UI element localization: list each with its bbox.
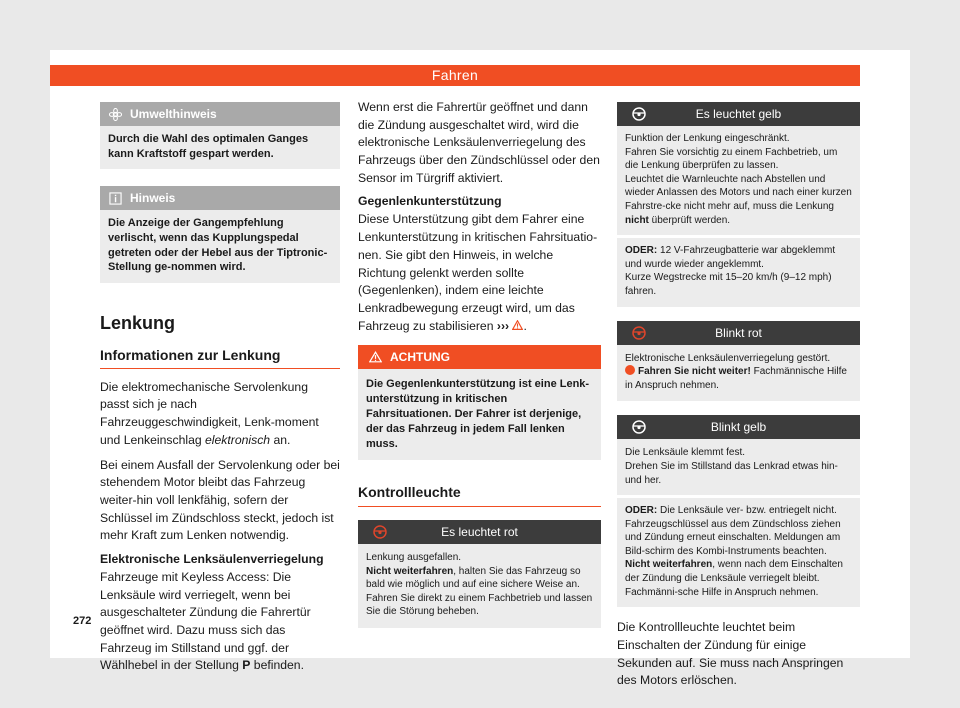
p3-bold: P bbox=[242, 658, 251, 673]
oder-1-label: ODER: bbox=[625, 245, 658, 257]
warning-icon bbox=[512, 319, 523, 333]
blinkrot-line-1: Elektronische Lenksäulenverriegelung gestört. bbox=[625, 352, 831, 364]
hinweis-header bbox=[100, 186, 340, 210]
p3-end: befinden. bbox=[250, 658, 304, 673]
rot-line-3: Fahren Sie direkt zu einem Fachbetrieb und lassen Sie die Störung beheben. bbox=[366, 592, 593, 618]
kontroll-heading: Kontrollleuchte bbox=[358, 484, 601, 507]
blinkgelb-header bbox=[617, 415, 860, 439]
steering-lamp-icon bbox=[631, 106, 647, 125]
blinkgelb-text bbox=[617, 439, 860, 495]
blinkgelb-line-2: Drehen Sie im Stillstand das Lenkrad etwas hin- und her. bbox=[625, 460, 838, 486]
rot-line-2-bold: Nicht weiterfahren bbox=[366, 565, 454, 577]
blinkgelb-oder-text bbox=[617, 498, 860, 607]
mid-paragraph-2: Diese Unterstützung gibt dem Fahrer eine Lenkunterstützung in kritischen Fahrsituatio-nen. Sie gibt den Hinweis, in welche Richtung gelenkt werden sollte (Gegenlenken), indem eine leichte Lenkradbewegung erzeugt wird, um das Fahrzeug zu stabilisieren ››› . bbox=[358, 212, 598, 333]
blinkgelb-title: Blinkt gelb bbox=[710, 420, 767, 435]
lenkung-heading: Lenkung bbox=[100, 312, 175, 333]
umwelt-title: Umwelthinweis bbox=[130, 107, 217, 121]
blinkrot-line-2-bold: Fahren Sie nicht weiter! bbox=[638, 366, 751, 378]
verriegelung-heading: Elektronische Lenksäulenverriegelung bbox=[100, 551, 324, 566]
rot-line-2 bbox=[366, 565, 593, 592]
p1-end: an. bbox=[270, 432, 291, 447]
p2-text: Diese Unterstützung gibt dem Fahrer eine Lenkunterstützung in kritischen Fahrsituatio-nen. Sie gibt den Hinweis, in welche Richtung gelenkt werden sollte (Gegenlenken), indem eine leichte Lenkradbewegung erzeugt wird, um das Fahrzeug zu stabilisieren bbox=[358, 212, 598, 333]
oder-2-line-3-text: , wenn nach dem Einschalten der Zündung die Lenksäule verriegelt bleibt. Fachmänni-sche Hilfe in Anspruch nehmen. bbox=[625, 559, 843, 598]
gelb-line-3 bbox=[625, 173, 852, 227]
lenkung-paragraph-3 bbox=[100, 569, 340, 675]
blinkrot-line-2 bbox=[625, 365, 852, 392]
hinweis-title: Hinweis bbox=[130, 191, 176, 206]
lenkung-paragraph-2: Bei einem Ausfall der Servolenkung oder bei stehendem Motor bleibt das Fahrzeug weiter-hin voll lenkfähig, sofern der Schlüssel im Zündschloss steckt, jedoch ist mehr Kraft zum Lenken notwendig. bbox=[100, 457, 340, 543]
gelb-line-1: Funktion der Lenkung eingeschränkt. bbox=[625, 133, 790, 144]
p1-emphasis: elektronisch bbox=[205, 432, 271, 447]
oder-2-line-3 bbox=[625, 558, 852, 599]
gegenlenk-heading: Gegenlenkunterstützung bbox=[358, 194, 502, 209]
gelb-line-3-text: Leuchtet die Warnleuchte nach Abstellen und wieder Anlassen des Motors und nach einer kurzen Fahrstre-cke nicht mehr auf, muss die Lenkung bbox=[625, 173, 852, 212]
achtung-box bbox=[358, 345, 601, 460]
oder-1-line-2: Kurze Wegstrecke mit 15–20 km/h (9–12 mph) fahren. bbox=[625, 272, 832, 297]
rot-header bbox=[358, 520, 601, 544]
blinkrot-box bbox=[617, 321, 860, 402]
gelb-header bbox=[617, 102, 860, 126]
cross-reference: ››› bbox=[496, 318, 510, 333]
rot-box bbox=[358, 520, 601, 628]
oder-2-text: Die Lenksäule ver- bzw. entriegelt nicht. bbox=[657, 505, 837, 517]
leaf-icon bbox=[108, 107, 122, 121]
rot-line-1: Lenkung ausgefallen. bbox=[366, 552, 462, 564]
rot-text bbox=[358, 544, 601, 628]
blinkrot-title: Blinkt rot bbox=[715, 325, 762, 340]
gelb-line-3-end: überprüft werden. bbox=[648, 214, 731, 226]
oder-1-line-1 bbox=[625, 244, 852, 271]
gelb-line-3-bold: nicht bbox=[625, 214, 649, 226]
steering-lamp-icon bbox=[631, 325, 647, 344]
mid-paragraph-1: Wenn erst die Fahrertür geöffnet und dann die Zündung ausgeschaltet wird, wird die elektronische Lenksäulenverriegelung des Fahrzeugs über den Zündschlüssel oder den Sensor im Türgriff aktiviert. bbox=[358, 100, 600, 185]
oder-1-text: 12 V-Fahrzeugbatterie war abgeklemmt und wurde wieder angeklemmt. bbox=[625, 245, 836, 270]
achtung-text: Die Gegenlenkunterstützung ist eine Lenk-unterstützung in kritischen Fahrsituationen. Der Fahrer ist derjenige, der das Fahrzeug in jedem Fall lenken muss. bbox=[366, 378, 590, 451]
rot-title: Es leuchtet rot bbox=[441, 525, 518, 540]
lenkung-paragraph-1 bbox=[100, 379, 340, 450]
oder-2-line-2: Fahrzeugschlüssel aus dem Zündschloss ziehen und Zündung erneut einschalten. Meldungen am Bild-schirm des Kombi-Instruments beachten. bbox=[625, 518, 841, 557]
hinweis-text: Die Anzeige der Gangempfehlung verlischt, wenn das Kupplungspedal getreten oder der Hebel aus der Tiptronic-Stellung ge-nommen wird. bbox=[108, 217, 328, 274]
umwelt-box bbox=[100, 102, 340, 169]
info-icon bbox=[108, 191, 122, 205]
gelb-box bbox=[617, 102, 860, 307]
umwelt-text: Durch die Wahl des optimalen Ganges kann Kraftstoff gespart werden. bbox=[108, 133, 309, 160]
blinkgelb-line-1: Die Lenksäule klemmt fest. bbox=[625, 447, 746, 459]
rot-line-2-text: , halten Sie das Fahrzeug so bald wie möglich und auf eine sichere Weise an. bbox=[366, 565, 581, 591]
gelb-text bbox=[617, 126, 860, 235]
left-column bbox=[100, 102, 340, 682]
gelb-title: Es leuchtet gelb bbox=[695, 107, 782, 121]
middle-column bbox=[358, 99, 601, 628]
p1-text: Die elektromechanische Servolenkung passt sich je nach Fahrzeuggeschwindigkeit, Lenk-moment und Lenkeinschlag bbox=[100, 379, 319, 447]
gelb-oder-text bbox=[617, 238, 860, 306]
achtung-header bbox=[358, 345, 601, 369]
blinkrot-text bbox=[617, 345, 860, 402]
gelb-line-2: Fahren Sie vorsichtig zu einem Fachbetrieb, um die Lenkung überprüfen zu lassen. bbox=[625, 146, 838, 172]
lenkung-subheading: Informationen zur Lenkung bbox=[100, 347, 340, 369]
umwelt-header bbox=[100, 102, 340, 126]
steering-lamp-icon bbox=[372, 524, 388, 543]
hinweis-box bbox=[100, 186, 340, 283]
blinkrot-line-2-text: Fachmännische Hilfe in Anspruch nehmen. bbox=[625, 366, 847, 391]
oder-2-line-1 bbox=[625, 504, 852, 518]
achtung-title: ACHTUNG bbox=[390, 350, 450, 365]
blinkgelb-box bbox=[617, 415, 860, 607]
section-header: Fahren bbox=[50, 65, 860, 86]
final-paragraph: Die Kontrollleuchte leuchtet beim Einschalten der Zündung für einige Sekunden auf. Sie muss nach Anspringen des Motors erlöschen. bbox=[617, 620, 844, 688]
right-column bbox=[617, 102, 860, 697]
stop-icon bbox=[625, 365, 635, 375]
oder-2-line-3-bold: Nicht weiterfahren bbox=[625, 559, 713, 571]
steering-lamp-icon bbox=[631, 419, 647, 438]
page-number: 272 bbox=[73, 615, 92, 627]
blinkrot-header bbox=[617, 321, 860, 345]
p3-text: Fahrzeuge mit Keyless Access: Die Lenksäule wird verriegelt, wenn bei ausgeschalteter Zündung die Fahrertür geöffnet wird. Dazu muss sich das Fahrzeug im Stillstand und ggf. der Wählhebel in der Stellung bbox=[100, 569, 311, 673]
warning-icon bbox=[368, 350, 382, 364]
oder-2-label: ODER: bbox=[625, 505, 658, 517]
